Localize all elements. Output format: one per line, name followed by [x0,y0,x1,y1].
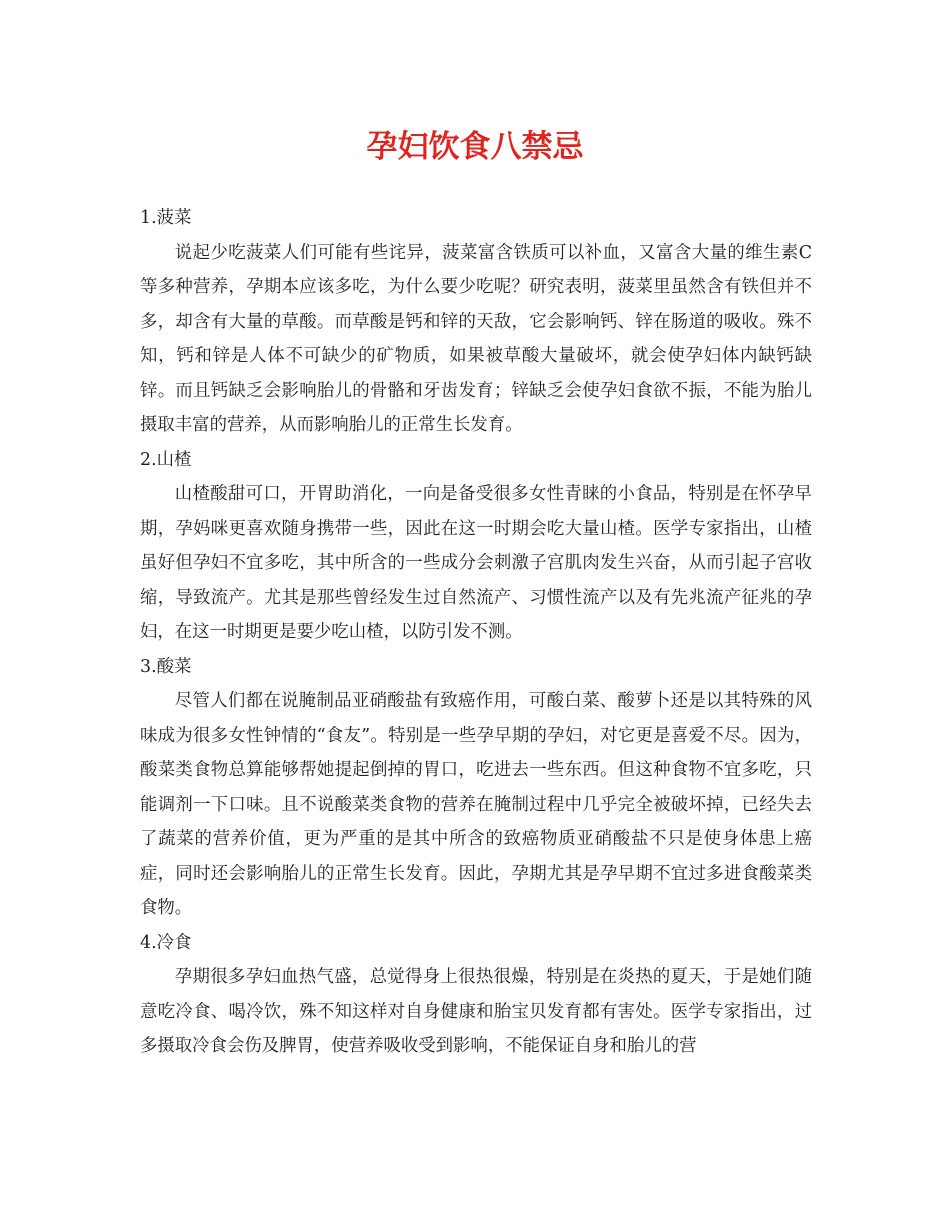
document-title: 孕妇饮食八禁忌 [366,129,584,165]
section-heading-spinach: 1.菠菜 [140,208,192,228]
section-body-pickled-cabbage: 尽管人们都在说腌制品亚硝酸盐有致癌作用，可酸白菜、酸萝卜还是以其特殊的风味成为很多女性钟情的“食友”。特别是一些孕早期的孕妇，对它更是喜爱不尽。因为，酸菜类食物总算能够帮她提起倒掉的胃口，吃进去一些东西。但这种食物不宜多吃，只能调剂一下口味。且不说酸菜类食物的营养在腌制过程中几乎完全被破坏掉，已经失去了蔬菜的营养价值，更为严重的是其中所含的致癌物质亚硝酸盐不只是使身体患上癌症，同时还会影响胎儿的正常生长发育。因此，孕期尤其是孕早期不宜过多进食酸菜类食物。 [140,691,812,918]
section-heading-hawthorn: 2.山楂 [140,449,192,470]
section-heading-pickled-cabbage: 3.酸菜 [140,656,192,677]
section-body-cold-food: 孕期很多孕妇血热气盛，总觉得身上很热很燥，特别是在炎热的夏天，于是她们随意吃冷食、喝冷饮，殊不知这样对自身健康和胎宝贝发育都有害处。医学专家指出，过多摄取冷食会伤及脾胃，使营养吸收受到影响，不能保证自身和胎儿的营 [140,967,812,1056]
section-body-hawthorn: 山楂酸甜可口，开胃助消化，一向是备受很多女性青睐的小食品，特别是在怀孕早期，孕妈咪更喜欢随身携带一些，因此在这一时期会吃大量山楂。医学专家指出，山楂虽好但孕妇不宜多吃，其中所含的一些成分会刺激子宫肌肉发生兴奋，从而引起子宫收缩，导致流产。尤其是那些曾经发生过自然流产、习惯性流产以及有先兆流产征兆的孕妇，在这一时期更是要少吃山楂，以防引发不测。 [140,484,812,642]
section-body-spinach: 说起少吃菠菜人们可能有些诧异，菠菜富含铁质可以补血，又富含大量的维生素C等多种营养，孕期本应该多吃，为什么要少吃呢？研究表明，菠菜里虽然含有铁但并不多，却含有大量的草酸。而草酸是钙和锌的天敌，它会影响钙、锌在肠道的吸收。殊不知，钙和锌是人体不可缺少的矿物质，如果被草酸大量破坏，就会使孕妇体内缺钙缺锌。而且钙缺乏会影响胎儿的骨骼和牙齿发育；锌缺乏会使孕妇食欲不振，不能为胎儿摄取丰富的营养，从而影响胎儿的正常生长发育。 [140,242,812,435]
section-heading-cold-food: 4.冷食 [140,932,192,953]
document-body [140,201,812,1064]
